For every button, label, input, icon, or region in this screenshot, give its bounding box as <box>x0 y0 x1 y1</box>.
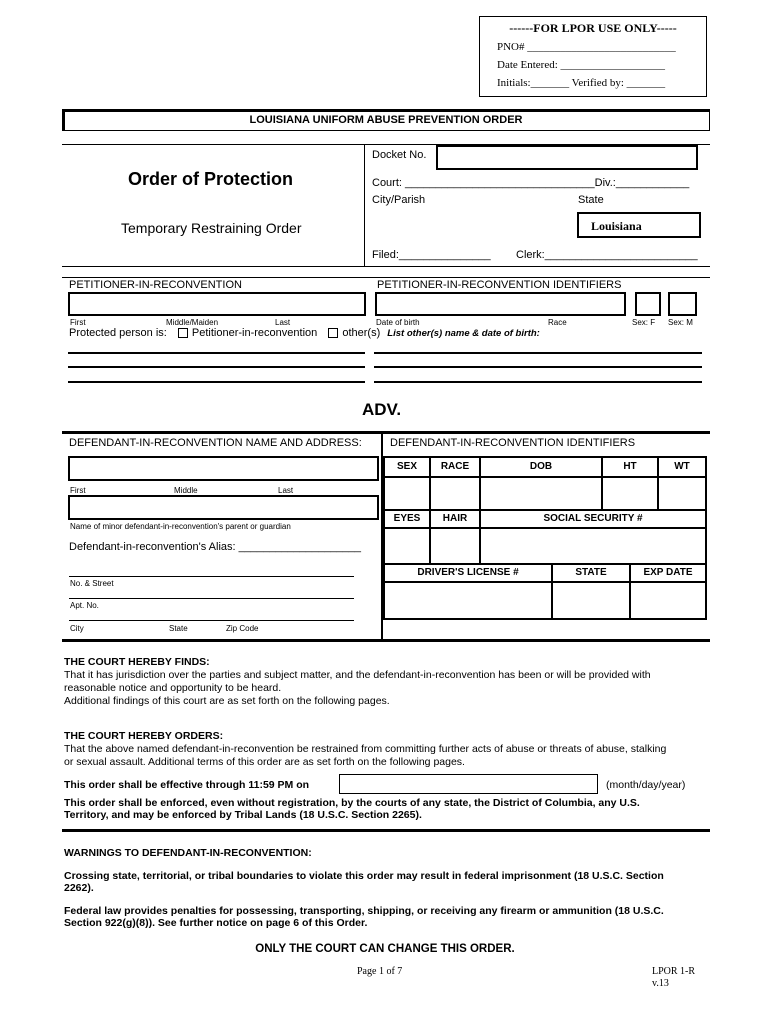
state-box <box>577 212 701 238</box>
apt-label: Apt. No. <box>70 601 99 610</box>
defendant-heading: DEFENDANT-IN-RECONVENTION NAME AND ADDRESS: <box>69 437 362 449</box>
form-id: LPOR 1-R <box>652 966 696 977</box>
others-line-5[interactable] <box>68 381 365 383</box>
petitioner-name-input[interactable] <box>68 292 366 316</box>
hair-header: HAIR <box>430 510 480 528</box>
race-input[interactable] <box>430 477 480 510</box>
eyes-header: EYES <box>384 510 430 528</box>
petitioner-identifiers-heading: PETITIONER-IN-RECONVENTION IDENTIFIERS <box>377 279 622 291</box>
filed-field[interactable]: Filed:_______________ <box>372 249 491 261</box>
license-state-input[interactable] <box>552 582 630 619</box>
race-header: RACE <box>430 457 480 477</box>
license-header: DRIVER'S LICENSE # <box>384 564 552 582</box>
others-checkbox[interactable] <box>328 328 338 338</box>
ht-header: HT <box>602 457 658 477</box>
state-value: Louisiana <box>591 219 642 233</box>
petitioner-dob-race-input[interactable] <box>375 292 626 316</box>
minor-guardian-input[interactable] <box>68 495 379 520</box>
protected-label: Protected person is: <box>69 327 167 339</box>
license-input[interactable] <box>384 582 552 619</box>
initials-field[interactable]: Initials:_______ Verified by: _______ <box>497 77 666 89</box>
dob-input[interactable] <box>480 477 602 510</box>
findings-heading: THE COURT HEREBY FINDS: <box>64 656 210 668</box>
pet-sex-f-label: Sex: F <box>632 318 656 327</box>
effective-date-hint: (month/day/year) <box>606 779 686 791</box>
exp-date-header: EXP DATE <box>630 564 706 582</box>
pet-first-label: First <box>70 318 86 327</box>
page-number: Page 1 of 7 <box>357 966 403 977</box>
form-version: v.13 <box>652 978 669 989</box>
court-line[interactable]: Court: _______________________________Div.:____________ <box>372 177 690 189</box>
def-last-label: Last <box>278 486 294 495</box>
warning-2a: Federal law provides penalties for possessing, transporting, shipping, or receiving any firearm or ammunition (18 U.S.C. <box>64 905 664 917</box>
findings-line-1: That it has jurisdiction over the parties and subject matter, and the defendant-in-reconvention has been or will be provided with <box>64 669 651 681</box>
enforce-line-2: Territory, and may be enforced by Tribal Lands (18 U.S.C. Section 2265). <box>64 809 422 821</box>
docket-label: Docket No. <box>372 149 427 161</box>
option-petitioner: Petitioner-in-reconvention <box>191 327 318 339</box>
petitioner-checkbox[interactable] <box>178 328 188 338</box>
pet-dob-label: Date of birth <box>376 318 420 327</box>
ssn-header: SOCIAL SECURITY # <box>480 510 706 528</box>
only-court-notice: ONLY THE COURT CAN CHANGE THIS ORDER. <box>255 943 515 955</box>
city-line[interactable] <box>69 620 354 621</box>
defendant-identifiers-heading: DEFENDANT-IN-RECONVENTION IDENTIFIERS <box>390 437 636 449</box>
docket-input[interactable] <box>436 145 698 170</box>
pet-race-label: Race <box>548 318 567 327</box>
warning-1b: 2262). <box>64 882 94 894</box>
apt-line[interactable] <box>69 598 354 599</box>
minor-guardian-label: Name of minor defendant-in-reconvention's parent or guardian <box>70 522 291 531</box>
wt-input[interactable] <box>658 477 706 510</box>
exp-date-input[interactable] <box>630 582 706 619</box>
wt-header: WT <box>658 457 706 477</box>
findings-line-3: Additional findings of this court are as set forth on the following pages. <box>64 695 390 707</box>
orders-heading: THE COURT HEREBY ORDERS: <box>64 730 224 742</box>
others-line-4[interactable] <box>374 366 702 368</box>
lpor-use-box <box>479 16 707 97</box>
lpor-title: ------FOR LPOR USE ONLY----- <box>509 21 677 35</box>
def-first-label: First <box>70 486 86 495</box>
def-state-label: State <box>169 624 188 633</box>
petitioner-heading: PETITIONER-IN-RECONVENTION <box>69 279 242 291</box>
city-parish-label: City/Parish <box>372 194 426 206</box>
sex-input[interactable] <box>384 477 430 510</box>
effective-label: This order shall be effective through 11:59 PM on <box>64 779 310 791</box>
date-entered-field[interactable]: Date Entered: ___________________ <box>497 59 666 71</box>
effective-date-input[interactable] <box>339 774 598 794</box>
others-line-2[interactable] <box>374 352 702 354</box>
sex-f-checkbox[interactable] <box>635 292 661 316</box>
city-label: City <box>70 624 84 633</box>
street-label: No. & Street <box>70 579 114 588</box>
warnings-heading: WARNINGS TO DEFENDANT-IN-RECONVENTION: <box>64 847 312 859</box>
pet-sex-m-label: Sex: M <box>668 318 693 327</box>
dob-header: DOB <box>480 457 602 477</box>
others-line-6[interactable] <box>374 381 702 383</box>
findings-line-2: reasonable notice and opportunity to be heard. <box>64 682 282 694</box>
sex-header: SEX <box>384 457 430 477</box>
warning-1a: Crossing state, territorial, or tribal boundaries to violate this order may result in federal imprisonment (18 U.S.C. Section <box>64 870 664 882</box>
form-title-bar <box>62 109 710 131</box>
ssn-input[interactable] <box>480 528 706 564</box>
street-line[interactable] <box>69 576 354 577</box>
def-middle-label: Middle <box>174 486 198 495</box>
license-state-header: STATE <box>552 564 630 582</box>
orders-line-2: or sexual assault. Additional terms of this order are as set forth on the following pages. <box>64 756 465 768</box>
form-title: LOUISIANA UNIFORM ABUSE PREVENTION ORDER <box>249 114 523 126</box>
list-others-label: List other(s) name & date of birth: <box>387 328 540 339</box>
zip-label: Zip Code <box>226 624 259 633</box>
hair-input[interactable] <box>430 528 480 564</box>
defendant-name-input[interactable] <box>68 456 379 481</box>
others-line-1[interactable] <box>68 352 365 354</box>
protected-person-row <box>69 327 540 339</box>
enforce-line-1: This order shall be enforced, even without registration, by the courts of any state, the District of Columbia, any U.S. <box>64 797 640 809</box>
sex-m-checkbox[interactable] <box>668 292 697 316</box>
orders-line-1: That the above named defendant-in-reconvention be restrained from committing further acts of abuse or threats of abuse, stalking <box>64 743 667 755</box>
order-title: Order of Protection <box>128 169 294 189</box>
option-others: other(s) <box>342 327 381 339</box>
alias-field[interactable]: Defendant-in-reconvention's Alias: ____________________ <box>69 541 361 553</box>
warning-2b: Section 922(g)(8)). See further notice on page 6 of this Order. <box>64 917 368 929</box>
adv-label: ADV. <box>362 400 402 419</box>
order-subtitle: Temporary Restraining Order <box>121 220 302 236</box>
clerk-field[interactable]: Clerk:_________________________ <box>516 249 698 261</box>
ht-input[interactable] <box>602 477 658 510</box>
state-label: State <box>578 194 604 206</box>
pno-field[interactable]: PNO# ___________________________ <box>497 41 676 53</box>
pet-last-label: Last <box>275 318 291 327</box>
others-line-3[interactable] <box>68 366 365 368</box>
eyes-input[interactable] <box>384 528 430 564</box>
pet-middle-label: Middle/Maiden <box>166 318 219 327</box>
